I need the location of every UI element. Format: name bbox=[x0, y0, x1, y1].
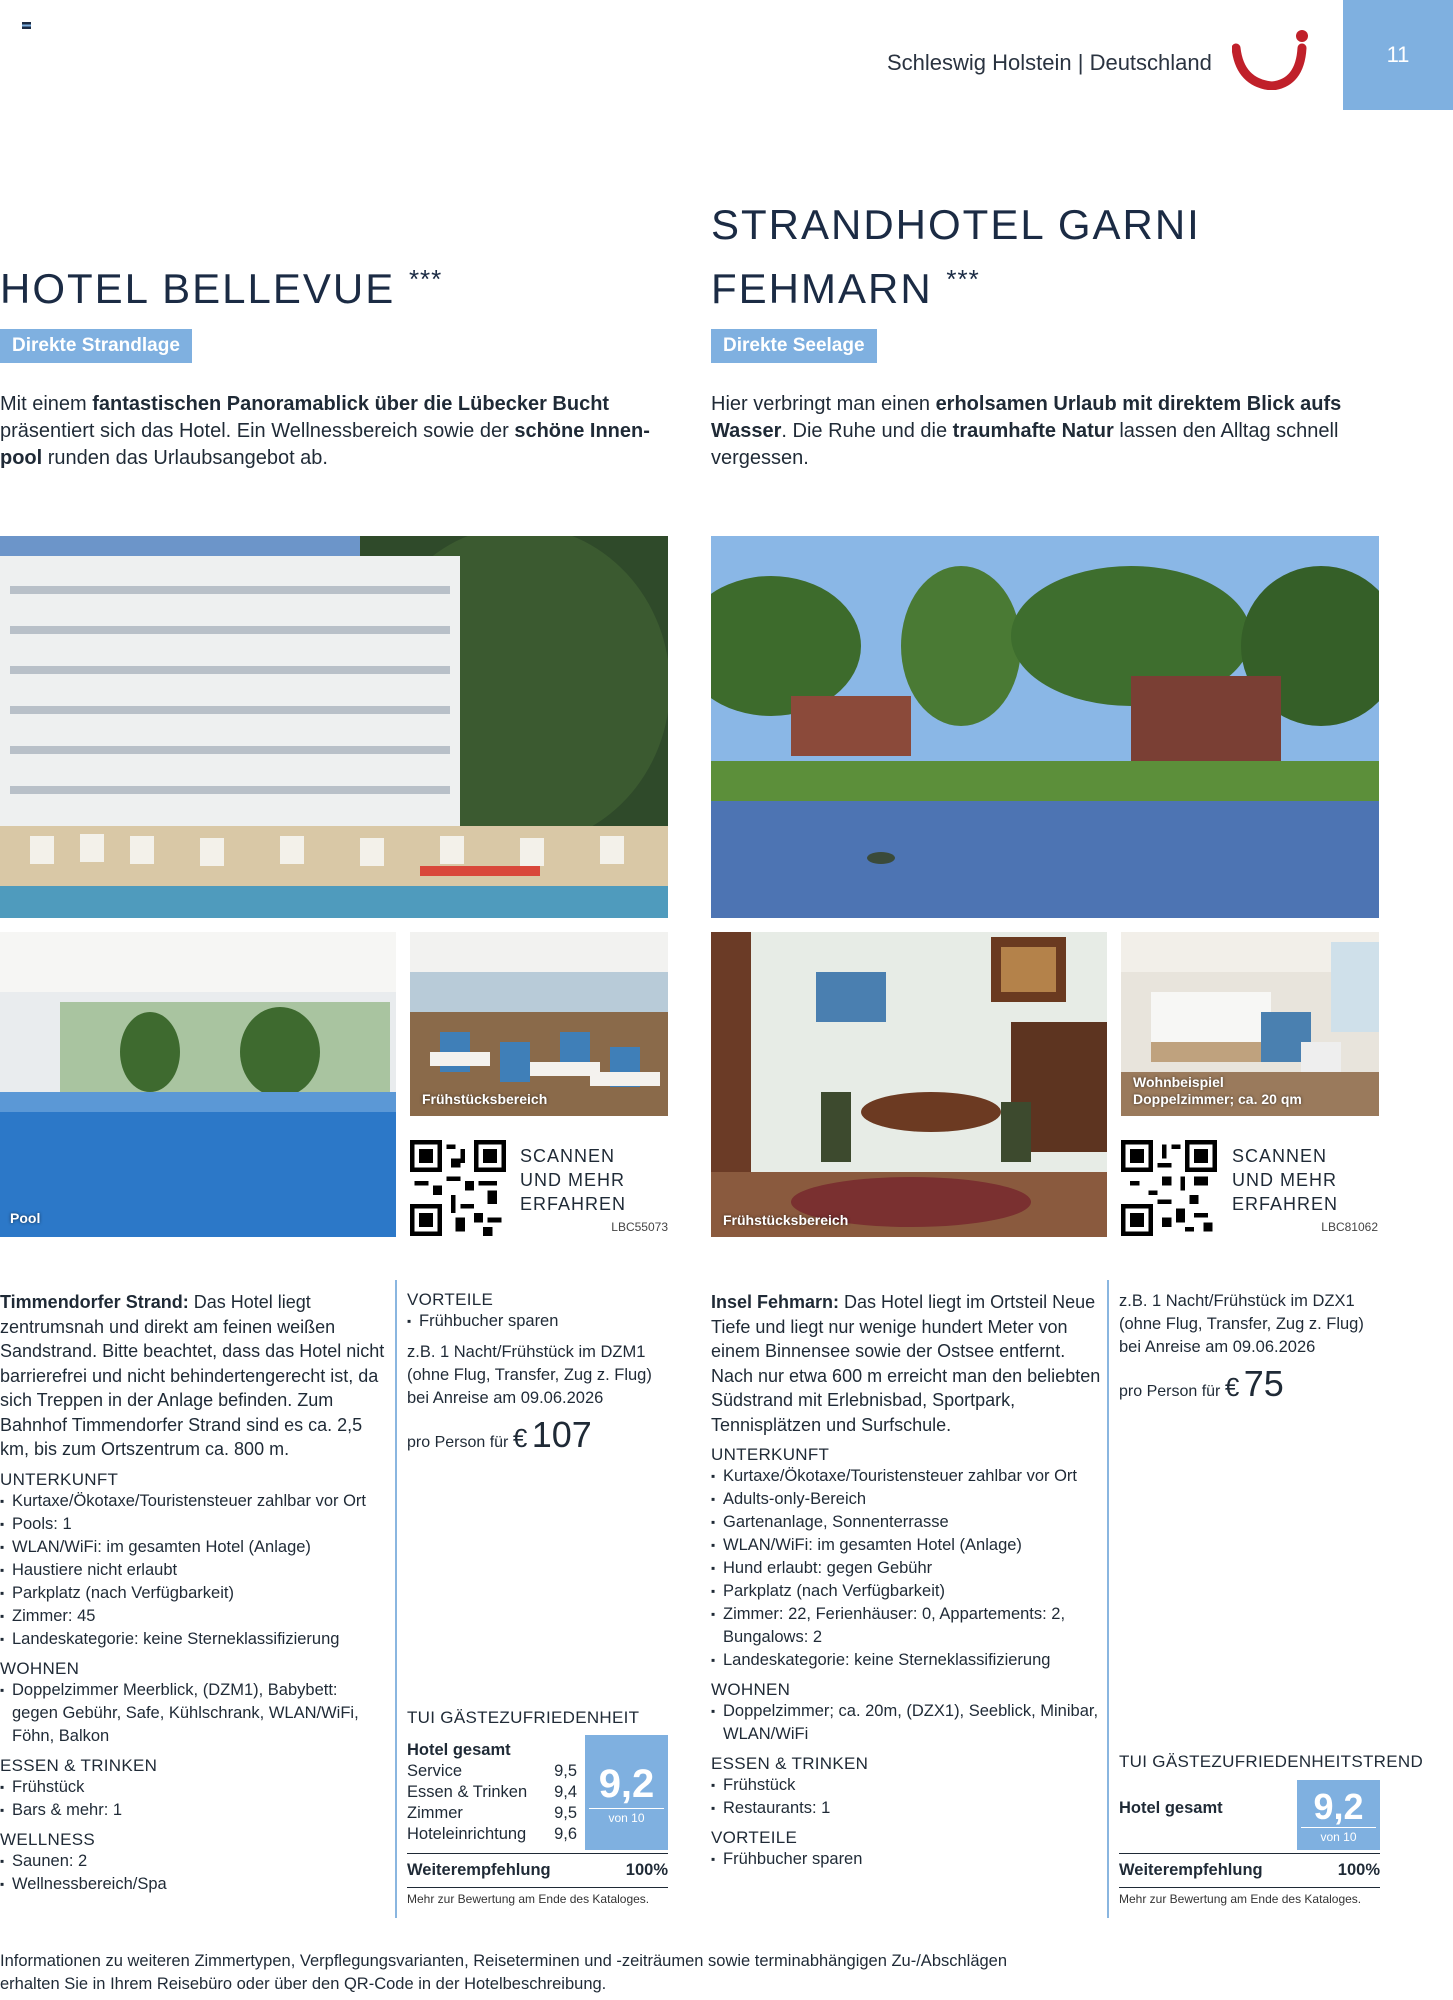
hotel2-room-photo bbox=[1121, 932, 1379, 1116]
hotel1-rating-rule bbox=[407, 1853, 668, 1854]
hotel1-unterkunft-title: UNTERKUNFT bbox=[0, 1469, 119, 1489]
hotel1-divider bbox=[395, 1280, 397, 1918]
hotel1-badge: Direkte Strandlage bbox=[0, 329, 192, 363]
hotel2-code: LBC81062 bbox=[1321, 1220, 1378, 1234]
hotel2-breakfast-caption: Frühstücksbereich bbox=[723, 1212, 849, 1228]
list-item: ▪ Hund erlaubt: gegen Gebühr bbox=[711, 1557, 1101, 1580]
hotel2-rating-rule bbox=[1119, 1853, 1380, 1854]
list-item: ▪ Restaurants: 1 bbox=[711, 1797, 1101, 1820]
list-item: ▪ Gartenanlage, Sonnenterrasse bbox=[711, 1511, 1101, 1534]
hotel1-wohnen-title: WOHNEN bbox=[0, 1658, 80, 1678]
hotel1-breakfast-caption: Frühstücksbereich bbox=[422, 1091, 548, 1107]
hotel1-offer-text: z.B. 1 Nacht/Frühstück im DZM1 (ohne Flug, Transfer, Zug z. Flug) bei Anreise am 09.06.2026 bbox=[407, 1343, 652, 1407]
hotel1-wellness-title: WELLNESS bbox=[0, 1829, 95, 1849]
hotel1-essen-list bbox=[0, 1776, 385, 1822]
hotel1-offer bbox=[407, 1290, 669, 1456]
hotel1-vorteile-title: VORTEILE bbox=[407, 1290, 494, 1309]
list-item: ▪ Pools: 1 bbox=[0, 1513, 385, 1536]
hotel2-title-line1: STRANDHOTEL GARNI bbox=[711, 201, 1201, 248]
hotel2-wohnen-title: WOHNEN bbox=[711, 1680, 791, 1699]
hotel2-intro: Hier verbringt man einen erholsamen Urlaub mit direktem Blick aufs Wasser. Die Ruhe und die traumhafte Natur lassen den Alltag schnell vergessen. bbox=[711, 393, 1342, 469]
hotel2-wohnen-list bbox=[711, 1700, 1101, 1746]
hotel2-unterkunft-list bbox=[711, 1465, 1101, 1672]
hotel2-main-photo bbox=[711, 536, 1379, 918]
list-item: ▪ Wellnessbereich/Spa bbox=[0, 1873, 385, 1896]
list-item: ▪ Haustiere nicht erlaubt bbox=[0, 1559, 385, 1582]
flag-icon bbox=[22, 22, 31, 29]
hotel1-qr-code-icon[interactable] bbox=[410, 1140, 506, 1236]
region-label: Schleswig Holstein | Deutschland bbox=[887, 50, 1212, 75]
list-item: ▪ Frühbucher sparen bbox=[711, 1848, 1101, 1871]
list-item: ▪ Frühbucher sparen bbox=[407, 1310, 669, 1333]
list-item: ▪ Saunen: 2 bbox=[0, 1850, 385, 1873]
page-number: 11 bbox=[1343, 0, 1453, 110]
hotel1-rating-rule-2 bbox=[407, 1887, 668, 1888]
list-item: ▪ Kurtaxe/Ökotaxe/Touristensteuer zahlbar vor Ort bbox=[711, 1465, 1101, 1488]
list-item: ▪ Doppelzimmer Meerblick, (DZM1), Babybett: gegen Gebühr, Safe, Kühlschrank, WLAN/WiFi, Föhn, Balkon bbox=[0, 1679, 385, 1748]
hotel2-breakfast-photo bbox=[711, 932, 1107, 1237]
hotel1-code: LBC55073 bbox=[611, 1220, 668, 1234]
hotel2-details bbox=[711, 1290, 1101, 1871]
hotel2-scan-text: SCANNEN UND MEHR ERFAHREN bbox=[1232, 1146, 1339, 1214]
hotel1-rating-note: Mehr zur Bewertung am Ende des Kataloges. bbox=[407, 1892, 650, 1906]
hotel2-vorteile-list bbox=[711, 1848, 1101, 1871]
hotel2-badge: Direkte Seelage bbox=[711, 329, 877, 363]
hotel1-description: Timmendorfer Strand: Das Hotel liegt zentrumsnah und direkt am feinen weißen Sandstrand. Bitte beachtet, dass das Hotel nicht barrierefrei und nicht behindertengerecht ist, da sich Treppen in der Anlage befinden. Zum Bahnhof Timmendorfer Strand sind es ca. 2,5 km, bis zum Ortszentrum ca. 800 m. bbox=[0, 1292, 385, 1459]
hotel1-pool-photo bbox=[0, 932, 396, 1237]
hotel1-unterkunft-list bbox=[0, 1490, 385, 1651]
hotel1-score-badge: 9,2 von 10 bbox=[585, 1735, 668, 1850]
hotel2-title bbox=[711, 198, 1201, 316]
footer-note: Informationen zu weiteren Zimmertypen, Verpflegungsvarianten, Reiseterminen und -zeiträumen sowie terminabhängigen Zu-/Abschlägen erhalten Sie in Ihrem Reisebüro oder über den QR-Code in der Hotelbeschreibung. bbox=[0, 1952, 1008, 1993]
hotel1-essen-title: ESSEN & TRINKEN bbox=[0, 1755, 158, 1775]
list-item: ▪ Landeskategorie: keine Sterneklassifizierung bbox=[0, 1628, 385, 1651]
hotel1-rating-title: TUI GÄSTEZUFRIEDENHEIT bbox=[407, 1708, 640, 1727]
list-item: ▪ WLAN/WiFi: im gesamten Hotel (Anlage) bbox=[711, 1534, 1101, 1557]
hotel1-stars: *** bbox=[408, 264, 443, 294]
hotel2-recommend: Weiterempfehlung 100% bbox=[1119, 1861, 1380, 1879]
hotel2-divider bbox=[1107, 1280, 1109, 1918]
tui-logo-icon bbox=[1232, 28, 1312, 90]
list-item: ▪ Zimmer: 45 bbox=[0, 1605, 385, 1628]
hotel2-stars: *** bbox=[946, 264, 980, 294]
hotel2-price: pro Person für € 75 bbox=[1119, 1363, 1284, 1404]
list-item: ▪ Bars & mehr: 1 bbox=[0, 1799, 385, 1822]
hotel1-price: pro Person für € 107 bbox=[407, 1414, 592, 1455]
hotel2-qr-code-icon[interactable] bbox=[1121, 1140, 1217, 1236]
hotel2-unterkunft-title: UNTERKUNFT bbox=[711, 1445, 830, 1464]
list-item: ▪ Parkplatz (nach Verfügbarkeit) bbox=[711, 1580, 1101, 1603]
hotel1-title-text: HOTEL BELLEVUE bbox=[0, 265, 396, 312]
hotel1-breakfast-photo bbox=[410, 932, 668, 1116]
hotel1-wohnen-list bbox=[0, 1679, 385, 1748]
hotel2-rating-note: Mehr zur Bewertung am Ende des Kataloges. bbox=[1119, 1892, 1362, 1906]
hotel2-title-line2: FEHMARN bbox=[711, 265, 933, 312]
hotel2-score-badge: 9,2 von 10 bbox=[1297, 1780, 1380, 1850]
hotel1-pool-caption: Pool bbox=[10, 1210, 41, 1226]
hotel2-offer bbox=[1119, 1290, 1381, 1405]
hotel1-main-photo bbox=[0, 536, 668, 918]
hotel2-rating-title: TUI GÄSTEZUFRIEDENHEITSTREND bbox=[1119, 1752, 1424, 1771]
hotel1-recommend: Weiterempfehlung 100% bbox=[407, 1861, 668, 1879]
list-item: ▪ WLAN/WiFi: im gesamten Hotel (Anlage) bbox=[0, 1536, 385, 1559]
hotel1-details bbox=[0, 1290, 385, 1896]
list-item: ▪ Landeskategorie: keine Sterneklassifizierung bbox=[711, 1649, 1101, 1672]
list-item: ▪ Frühstück bbox=[711, 1774, 1101, 1797]
hotel1-vorteile-list bbox=[407, 1310, 669, 1333]
list-item: ▪ Doppelzimmer; ca. 20m, (DZX1), Seeblick, Minibar, WLAN/WiFi bbox=[711, 1700, 1101, 1746]
hotel1-wellness-list bbox=[0, 1850, 385, 1896]
hotel2-vorteile-title: VORTEILE bbox=[711, 1828, 798, 1847]
hotel1-title bbox=[0, 252, 442, 316]
hotel2-offer-text: z.B. 1 Nacht/Frühstück im DZX1 (ohne Flug, Transfer, Zug z. Flug) bei Anreise am 09.06.2026 bbox=[1119, 1292, 1364, 1356]
hotel2-description: Insel Fehmarn: Das Hotel liegt im Ortsteil Neue Tiefe und liegt nur wenige hundert Meter von einem Binnensee sowie der Ostsee entfernt. Nach nur etwa 600 m erreicht man den beliebten Südstrand mit Erlebnisbad, Sportpark, Tennisplätzen und Surfschule. bbox=[711, 1292, 1101, 1435]
hotel1-scan-text: SCANNEN UND MEHR ERFAHREN bbox=[520, 1146, 627, 1214]
hotel2-essen-title: ESSEN & TRINKEN bbox=[711, 1754, 869, 1773]
list-item: ▪ Adults-only-Bereich bbox=[711, 1488, 1101, 1511]
hotel2-room-caption: Wohnbeispiel Doppelzimmer; ca. 20 qm bbox=[1133, 1074, 1302, 1107]
list-item: ▪ Parkplatz (nach Verfügbarkeit) bbox=[0, 1582, 385, 1605]
hotel2-essen-list bbox=[711, 1774, 1101, 1820]
list-item: ▪ Zimmer: 22, Ferienhäuser: 0, Appartements: 2, Bungalows: 2 bbox=[711, 1603, 1101, 1649]
list-item: ▪ Frühstück bbox=[0, 1776, 385, 1799]
hotel1-rating-table: Hotel gesamt Service 9,5 Essen & Trinken 9,4 Zimmer 9,5 Hoteleinrichtung 9,6 bbox=[407, 1741, 577, 1843]
hotel1-intro: Mit einem fantastischen Panoramablick über die Lübecker Bucht präsentiert sich das Hotel. Ein Wellnessbereich sowie der schöne Innen-pool runden das Urlaubsangebot ab. bbox=[0, 393, 650, 469]
hotel2-rating-rule-2 bbox=[1119, 1887, 1380, 1888]
hotel2-rating-total: Hotel gesamt bbox=[1119, 1799, 1223, 1817]
list-item: ▪ Kurtaxe/Ökotaxe/Touristensteuer zahlbar vor Ort bbox=[0, 1490, 385, 1513]
